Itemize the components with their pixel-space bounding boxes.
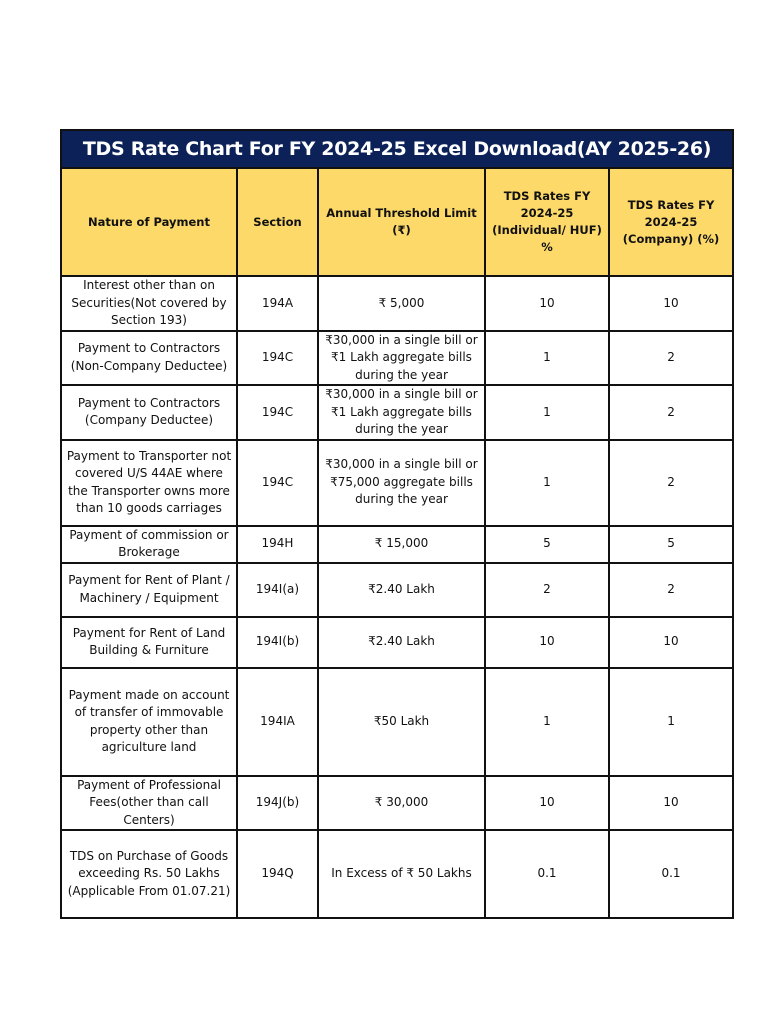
cell-threshold-limit: ₹2.40 Lakh xyxy=(318,617,485,668)
cell-threshold-limit: ₹ 15,000 xyxy=(318,526,485,563)
cell-section: 194Q xyxy=(237,830,318,918)
cell-rate-individual: 10 xyxy=(485,276,609,331)
header-row xyxy=(61,168,733,276)
cell-threshold-limit: In Excess of ₹ 50 Lakhs xyxy=(318,830,485,918)
table-row xyxy=(61,830,733,918)
table-body xyxy=(61,276,733,918)
cell-rate-company: 2 xyxy=(609,440,733,526)
cell-section: 194C xyxy=(237,385,318,440)
cell-nature-of-payment: Payment made on account of transfer of immovable property other than agriculture land xyxy=(61,668,237,776)
cell-rate-individual: 1 xyxy=(485,385,609,440)
cell-section: 194A xyxy=(237,276,318,331)
cell-rate-company: 2 xyxy=(609,331,733,386)
table-row xyxy=(61,563,733,617)
cell-threshold-limit: ₹2.40 Lakh xyxy=(318,563,485,617)
cell-nature-of-payment: Payment for Rent of Land Building & Furniture xyxy=(61,617,237,668)
cell-rate-individual: 1 xyxy=(485,331,609,386)
table-row xyxy=(61,617,733,668)
cell-section: 194C xyxy=(237,331,318,386)
cell-rate-individual: 5 xyxy=(485,526,609,563)
tds-rate-table xyxy=(60,129,734,919)
cell-threshold-limit: ₹30,000 in a single bill or ₹75,000 aggregate bills during the year xyxy=(318,440,485,526)
cell-rate-individual: 10 xyxy=(485,617,609,668)
cell-nature-of-payment: Payment to Contractors (Company Deductee) xyxy=(61,385,237,440)
table-title: TDS Rate Chart For FY 2024-25 Excel Download(AY 2025-26) xyxy=(61,130,733,168)
table-row xyxy=(61,668,733,776)
cell-rate-company: 0.1 xyxy=(609,830,733,918)
header-rate-individual: TDS Rates FY 2024-25 (Individual/ HUF) % xyxy=(485,168,609,276)
table-row xyxy=(61,776,733,831)
table-row xyxy=(61,526,733,563)
table-row xyxy=(61,276,733,331)
cell-rate-company: 2 xyxy=(609,563,733,617)
cell-section: 194I(b) xyxy=(237,617,318,668)
cell-threshold-limit: ₹50 Lakh xyxy=(318,668,485,776)
cell-section: 194I(a) xyxy=(237,563,318,617)
cell-threshold-limit: ₹ 30,000 xyxy=(318,776,485,831)
cell-nature-of-payment: Interest other than on Securities(Not covered by Section 193) xyxy=(61,276,237,331)
cell-threshold-limit: ₹30,000 in a single bill or ₹1 Lakh aggregate bills during the year xyxy=(318,331,485,386)
table-row xyxy=(61,440,733,526)
cell-rate-company: 1 xyxy=(609,668,733,776)
cell-threshold-limit: ₹ 5,000 xyxy=(318,276,485,331)
cell-nature-of-payment: Payment to Contractors (Non-Company Deductee) xyxy=(61,331,237,386)
cell-rate-individual: 1 xyxy=(485,440,609,526)
cell-section: 194IA xyxy=(237,668,318,776)
cell-section: 194C xyxy=(237,440,318,526)
cell-rate-individual: 0.1 xyxy=(485,830,609,918)
cell-rate-individual: 2 xyxy=(485,563,609,617)
header-nature-of-payment: Nature of Payment xyxy=(61,168,237,276)
cell-nature-of-payment: Payment of commission or Brokerage xyxy=(61,526,237,563)
title-row xyxy=(61,130,733,168)
cell-nature-of-payment: Payment for Rent of Plant / Machinery / Equipment xyxy=(61,563,237,617)
cell-nature-of-payment: TDS on Purchase of Goods exceeding Rs. 50 Lakhs (Applicable From 01.07.21) xyxy=(61,830,237,918)
cell-nature-of-payment: Payment to Transporter not covered U/S 44AE where the Transporter owns more than 10 goods carriages xyxy=(61,440,237,526)
cell-section: 194H xyxy=(237,526,318,563)
cell-nature-of-payment: Payment of Professional Fees(other than call Centers) xyxy=(61,776,237,831)
cell-rate-individual: 1 xyxy=(485,668,609,776)
header-annual-threshold: Annual Threshold Limit (₹) xyxy=(318,168,485,276)
cell-rate-company: 10 xyxy=(609,276,733,331)
cell-rate-company: 10 xyxy=(609,617,733,668)
cell-threshold-limit: ₹30,000 in a single bill or ₹1 Lakh aggregate bills during the year xyxy=(318,385,485,440)
cell-rate-individual: 10 xyxy=(485,776,609,831)
cell-rate-company: 10 xyxy=(609,776,733,831)
header-rate-company: TDS Rates FY 2024-25 (Company) (%) xyxy=(609,168,733,276)
cell-rate-company: 2 xyxy=(609,385,733,440)
header-section: Section xyxy=(237,168,318,276)
cell-section: 194J(b) xyxy=(237,776,318,831)
table-row xyxy=(61,385,733,440)
table-row xyxy=(61,331,733,386)
cell-rate-company: 5 xyxy=(609,526,733,563)
